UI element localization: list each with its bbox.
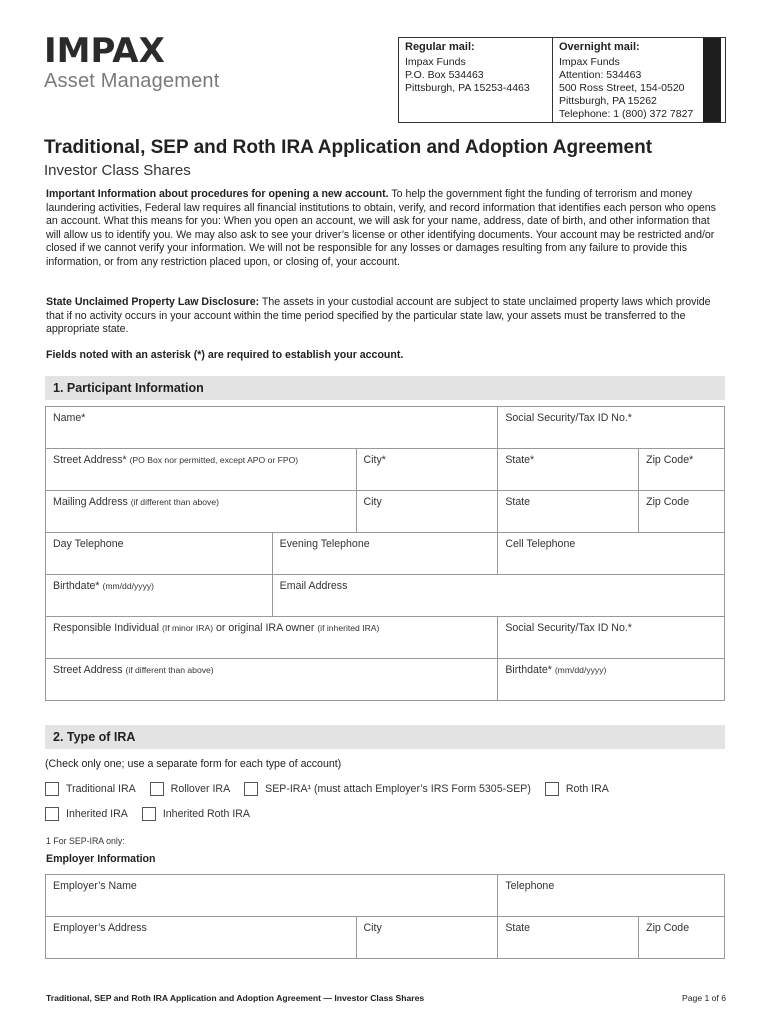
birthdate-label: Birthdate* xyxy=(53,580,100,592)
inherited-roth-ira-option[interactable] xyxy=(142,807,250,821)
section-2-title: 2. Type of IRA xyxy=(53,730,136,744)
document-subtitle: Investor Class Shares xyxy=(44,162,191,179)
responsible-street-note: (if different than above) xyxy=(125,665,214,675)
day-telephone-field[interactable] xyxy=(46,533,273,574)
page-number: Page 1 of 6 xyxy=(682,993,726,1003)
overnight-mail-line: Telephone: 1 (800) 372 7827 xyxy=(559,108,694,120)
employer-city-label: City xyxy=(363,922,382,934)
roth-ira-option[interactable] xyxy=(545,782,609,796)
mailing-addresses-box xyxy=(398,37,726,123)
employer-city-field[interactable] xyxy=(357,917,499,958)
mailing-city-field[interactable] xyxy=(357,491,499,532)
responsible-street-field[interactable] xyxy=(46,659,498,700)
original-owner-label: or original IRA owner xyxy=(216,622,315,634)
day-telephone-label: Day Telephone xyxy=(53,538,124,550)
employer-state-label: State xyxy=(505,922,531,934)
employer-information-grid xyxy=(45,874,725,959)
employer-zip-field[interactable] xyxy=(639,917,725,958)
overnight-mail xyxy=(553,38,703,122)
overnight-mail-line: Attention: 534463 xyxy=(559,69,642,81)
state-field[interactable] xyxy=(498,449,639,490)
evening-telephone-field[interactable] xyxy=(273,533,499,574)
regular-mail-line: Pittsburgh, PA 15253-4463 xyxy=(405,82,530,94)
birthdate-format: (mm/dd/yyyy) xyxy=(102,581,155,591)
impax-logo xyxy=(44,31,220,93)
form-row xyxy=(46,533,725,575)
traditional-ira-label: Traditional IRA xyxy=(66,783,136,795)
form-row xyxy=(46,449,725,491)
mailing-state-field[interactable] xyxy=(498,491,639,532)
mailing-city-label: City xyxy=(363,496,382,508)
ssn-field[interactable] xyxy=(498,407,725,448)
zip-code-label: Zip Code* xyxy=(646,454,694,466)
sep-ira-label: SEP-IRA¹ (must attach Employer’s IRS Form 5305-SEP) xyxy=(265,783,531,795)
email-address-field[interactable] xyxy=(273,575,725,616)
unclaimed-property-paragraph xyxy=(46,296,726,337)
section-1-header xyxy=(45,376,725,400)
responsible-birthdate-label: Birthdate* xyxy=(505,664,552,676)
required-fields-note: Fields noted with an asterisk (*) are required to establish your account. xyxy=(46,349,404,361)
page-footer xyxy=(46,993,726,1003)
regular-mail xyxy=(399,38,553,122)
name-field[interactable] xyxy=(46,407,498,448)
responsible-birthdate-field[interactable] xyxy=(498,659,725,700)
email-address-label: Email Address xyxy=(279,580,348,592)
street-address-note: (PO Box nor permitted, except APO or FPO) xyxy=(129,455,299,465)
rollover-ira-option[interactable] xyxy=(150,782,230,796)
inherited-ira-option[interactable] xyxy=(45,807,128,821)
traditional-ira-option[interactable] xyxy=(45,782,136,796)
regular-mail-heading: Regular mail: xyxy=(405,41,475,53)
employer-zip-label: Zip Code xyxy=(646,922,690,934)
employer-address-label: Employer’s Address xyxy=(53,922,147,934)
rollover-ira-checkbox[interactable] xyxy=(150,782,164,796)
city-field[interactable] xyxy=(357,449,499,490)
city-label: City* xyxy=(363,454,386,466)
form-row xyxy=(46,875,725,917)
decorative-dark-bar xyxy=(703,38,721,122)
employer-information-heading: Employer Information xyxy=(46,853,156,865)
overnight-mail-line: 500 Ross Street, 154-0520 xyxy=(559,82,685,94)
regular-mail-line: P.O. Box 534463 xyxy=(405,69,484,81)
ira-type-options-row-1 xyxy=(45,782,623,796)
responsible-ssn-label: Social Security/Tax ID No.* xyxy=(505,622,632,634)
important-information-text: To help the government fight the funding of terrorism and money laundering activities, Federal law requires all financial institutions to obtain, verify, and record information that identifies each person who opens an account. What this means for you: When you open an account, we will ask for your name, address, date of birth, and other information that will allow us to identify you. We may also ask to see your driver’s license or other identifying documents. Your account may be restricted and/or closed if we cannot verify your information. We will not be responsible for any losses or damages resulting from any failure to provide this information, or from any restriction placed upon, or closing of, your account. xyxy=(46,188,716,268)
form-row xyxy=(46,491,725,533)
roth-ira-checkbox[interactable] xyxy=(545,782,559,796)
roth-ira-label: Roth IRA xyxy=(565,783,609,795)
inherited-roth-ira-checkbox[interactable] xyxy=(142,807,156,821)
sep-ira-option[interactable] xyxy=(244,782,531,796)
street-address-field[interactable] xyxy=(46,449,357,490)
section-1-title: 1. Participant Information xyxy=(53,381,204,395)
overnight-mail-line: Pittsburgh, PA 15262 xyxy=(559,95,657,107)
responsible-individual-label: Responsible Individual xyxy=(53,622,160,634)
employer-name-label: Employer’s Name xyxy=(53,880,137,892)
mailing-zip-field[interactable] xyxy=(639,491,725,532)
sep-ira-footnote: 1 For SEP-IRA only: xyxy=(46,836,125,846)
inherited-roth-ira-label: Inherited Roth IRA xyxy=(162,808,250,820)
section-2-header xyxy=(45,725,725,749)
form-row xyxy=(46,575,725,617)
mailing-address-label: Mailing Address xyxy=(53,496,128,508)
employer-telephone-label: Telephone xyxy=(505,880,555,892)
sep-ira-checkbox[interactable] xyxy=(244,782,258,796)
cell-telephone-label: Cell Telephone xyxy=(505,538,576,550)
responsible-minor-note: (If minor IRA) xyxy=(161,623,214,633)
original-owner-note: (if inherited IRA) xyxy=(317,623,380,633)
regular-mail-line: Impax Funds xyxy=(405,56,466,68)
mailing-state-label: State xyxy=(505,496,531,508)
responsible-individual-field[interactable] xyxy=(46,617,498,658)
state-label: State* xyxy=(505,454,535,466)
unclaimed-property-lead: State Unclaimed Property Law Disclosure: xyxy=(46,296,260,308)
mailing-address-note: (if different than above) xyxy=(130,497,219,507)
overnight-mail-line: Impax Funds xyxy=(559,56,620,68)
inherited-ira-checkbox[interactable] xyxy=(45,807,59,821)
form-row xyxy=(46,407,725,449)
important-information-lead: Important Information about procedures for opening a new account. xyxy=(46,188,389,200)
responsible-ssn-field[interactable] xyxy=(498,617,725,658)
form-row xyxy=(46,917,725,959)
employer-state-field[interactable] xyxy=(498,917,639,958)
rollover-ira-label: Rollover IRA xyxy=(170,783,231,795)
inherited-ira-label: Inherited IRA xyxy=(66,808,128,820)
birthdate-field[interactable] xyxy=(46,575,273,616)
employer-name-field[interactable] xyxy=(46,875,498,916)
responsible-street-label: Street Address xyxy=(53,664,123,676)
ira-type-instruction: (Check only one; use a separate form for each type of account) xyxy=(45,758,342,770)
mailing-zip-label: Zip Code xyxy=(646,496,690,508)
responsible-birthdate-format: (mm/dd/yyyy) xyxy=(554,665,607,675)
document-title: Traditional, SEP and Roth IRA Application and Adoption Agreement xyxy=(44,137,653,158)
important-information-paragraph xyxy=(46,188,726,270)
employer-telephone-field[interactable] xyxy=(498,875,725,916)
street-address-label: Street Address* xyxy=(53,454,127,466)
unclaimed-property-text: The assets in your custodial account are subject to state unclaimed property laws which provide that if no activity occurs in your account within the time period specified by the particular state law, your assets must be transferred to the appropriate state. xyxy=(46,296,711,336)
logo-subtitle: Asset Management xyxy=(44,70,220,92)
zip-code-field[interactable] xyxy=(639,449,725,490)
form-row xyxy=(46,617,725,659)
ssn-label: Social Security/Tax ID No.* xyxy=(505,412,632,424)
overnight-mail-heading: Overnight mail: xyxy=(559,41,640,53)
mailing-address-field[interactable] xyxy=(46,491,357,532)
logo-wordmark: IMPAX xyxy=(44,31,165,71)
footer-document-name: Traditional, SEP and Roth IRA Application and Adoption Agreement — Investor Class Shares xyxy=(46,993,425,1003)
traditional-ira-checkbox[interactable] xyxy=(45,782,59,796)
cell-telephone-field[interactable] xyxy=(498,533,725,574)
form-row xyxy=(46,659,725,701)
ira-type-options-row-2 xyxy=(45,807,264,821)
name-label: Name* xyxy=(53,412,86,424)
employer-address-field[interactable] xyxy=(46,917,357,958)
evening-telephone-label: Evening Telephone xyxy=(279,538,370,550)
participant-information-grid xyxy=(45,406,725,701)
